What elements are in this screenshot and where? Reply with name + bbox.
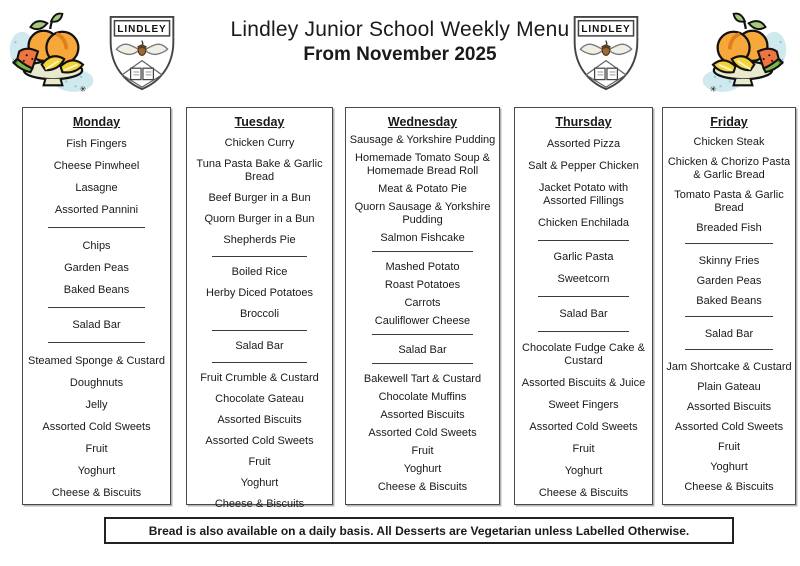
divider-line	[372, 251, 473, 255]
menu-item: Fruit Crumble & Custard	[200, 372, 319, 384]
menu-item: Cauliflower Cheese	[374, 315, 471, 327]
menu-item: Chicken Curry	[224, 137, 295, 149]
divider-line	[538, 331, 628, 332]
menu-item: Assorted Cold Sweets	[205, 435, 314, 447]
menu-item: Assorted Cold Sweets	[529, 420, 638, 433]
day-header: Friday	[710, 115, 748, 129]
menu-item: Yoghurt	[710, 461, 748, 473]
menu-item: Assorted Cold Sweets	[368, 427, 477, 439]
menu-item: Garden Peas	[64, 261, 129, 274]
menu-item: Cheese & Biscuits	[214, 498, 305, 510]
menu-item: Assorted Biscuits & Juice	[521, 376, 646, 389]
menu-item: Assorted Cold Sweets	[42, 421, 151, 434]
menu-item: Herby Diced Potatoes	[206, 287, 313, 299]
menu-item: Sweet Fingers	[548, 398, 619, 411]
day-header: Thursday	[555, 115, 612, 129]
menu-item: Assorted Pannini	[54, 204, 139, 216]
divider-line	[212, 256, 308, 257]
menu-item: Baked Beans	[63, 283, 130, 296]
menu-item: Jacket Potato with Assorted Fillings	[538, 182, 629, 207]
day-column-friday	[662, 107, 796, 505]
menu-item: Tuna Pasta Bake & Garlic Bread	[196, 158, 323, 183]
menu-item: Sweetcorn	[557, 273, 610, 286]
menu-item: Sausage & Yorkshire Pudding	[349, 134, 496, 146]
menu-item: Chocolate Muffins	[378, 391, 467, 403]
day-column-thursday	[514, 107, 653, 505]
menu-item: Tomato Pasta & Garlic Bread	[674, 189, 784, 214]
menu-item: Lasagne	[75, 182, 118, 194]
divider-line	[538, 296, 628, 297]
svg-text:✳: ✳	[777, 56, 785, 67]
menu-item: Fruit	[411, 445, 434, 457]
menu-item: Assorted Pizza	[546, 138, 621, 150]
menu-item: Assorted Biscuits	[217, 414, 302, 426]
crest-label: LINDLEY	[581, 24, 631, 36]
svg-text:✳: ✳	[11, 56, 19, 67]
menu-item: Salad Bar	[704, 328, 754, 340]
menu-item: Jelly	[85, 399, 108, 412]
menu-item: Assorted Biscuits	[686, 401, 772, 413]
menu-item: Chicken Steak	[693, 136, 765, 148]
day-column-monday	[22, 107, 171, 505]
menu-item: Cheese & Biscuits	[377, 481, 468, 493]
menu-item: Roast Potatoes	[384, 279, 461, 291]
menu-item: Plain Gateau	[697, 381, 761, 393]
menu-item: Cheese & Biscuits	[684, 481, 774, 493]
divider-line	[685, 349, 772, 353]
menu-item: Yoghurt	[77, 465, 116, 478]
day-column-wednesday	[345, 107, 500, 505]
divider-line	[212, 330, 308, 331]
divider-line	[48, 307, 145, 310]
menu-item: Shepherds Pie	[223, 234, 296, 246]
menu-item: Homemade Tomato Soup & Homemade Bread Roll	[355, 152, 490, 177]
menu-item: Yoghurt	[403, 463, 442, 475]
svg-text:✳: ✳	[709, 83, 717, 94]
menu-item: Carrots	[404, 297, 441, 309]
day-column-tuesday	[186, 107, 333, 510]
menu-item: Fruit	[85, 443, 108, 456]
menu-item: Garlic Pasta	[553, 251, 614, 264]
day-header: Tuesday	[234, 115, 285, 129]
crest-label: LINDLEY	[117, 24, 167, 36]
menu-item: Baked Beans	[696, 295, 762, 307]
divider-line	[685, 316, 772, 320]
menu-item: Assorted Cold Sweets	[674, 421, 784, 433]
menu-item: Assorted Biscuits	[380, 409, 465, 421]
divider-line	[372, 334, 473, 338]
divider-line	[372, 363, 473, 367]
menu-item: Skinny Fries	[698, 255, 760, 267]
menu-item: Chocolate Gateau	[215, 393, 304, 405]
menu-item: Yoghurt	[240, 477, 279, 489]
page-title: Lindley Junior School Weekly Menu	[230, 18, 570, 41]
menu-item: Doughnuts	[69, 377, 124, 390]
menu-item: Boiled Rice	[231, 266, 288, 278]
menu-item: Salad Bar	[559, 307, 608, 320]
menu-item: Garden Peas	[696, 275, 762, 287]
menu-item: Chicken & Chorizo Pasta & Garlic Bread	[667, 156, 791, 181]
divider-line	[212, 362, 308, 363]
menu-item: Bakewell Tart & Custard	[363, 373, 482, 385]
menu-item: Chips	[82, 239, 111, 252]
menu-item: Steamed Sponge & Custard	[28, 355, 165, 368]
menu-item: Cheese & Biscuits	[538, 486, 629, 499]
menu-item: Fruit	[248, 456, 271, 468]
divider-line	[538, 240, 628, 241]
day-header: Wednesday	[387, 115, 458, 129]
menu-item: Jam Shortcake & Custard	[666, 361, 792, 373]
menu-item: Salad Bar	[72, 319, 121, 332]
menu-item: Salt & Pepper Chicken	[528, 160, 639, 172]
divider-line	[685, 243, 772, 247]
menu-item: Broccoli	[239, 308, 280, 320]
menu-item: Cheese Pinwheel	[53, 160, 140, 172]
menu-item: Quorn Burger in a Bun	[204, 213, 315, 225]
menu-item: Meat & Potato Pie	[378, 183, 467, 195]
footer-note	[104, 517, 734, 544]
menu-item: Mashed Potato	[385, 261, 460, 273]
menu-item: Quorn Sausage & Yorkshire Pudding	[354, 201, 491, 226]
footer-note-text: Bread is also available on a daily basis. All Desserts are Vegetarian unless Labelled Otherwise.	[148, 523, 690, 538]
menu-item: Salmon Fishcake	[380, 232, 465, 244]
menu-item: Chicken Enchilada	[537, 217, 630, 229]
menu-item: Beef Burger in a Bun	[208, 192, 311, 204]
menu-item: Fruit	[718, 441, 740, 453]
page-subtitle: From November 2025	[303, 44, 497, 65]
menu-item: Chocolate Fudge Cake & Custard	[522, 341, 645, 367]
menu-item: Salad Bar	[235, 340, 284, 352]
menu-item: Salad Bar	[398, 344, 447, 356]
divider-line	[48, 227, 145, 230]
menu-item: Fruit	[572, 442, 595, 455]
menu-item: Yoghurt	[564, 464, 603, 477]
menu-item: Fish Fingers	[66, 138, 127, 150]
day-header: Monday	[72, 115, 121, 129]
menu-item: Cheese & Biscuits	[51, 487, 142, 500]
divider-line	[48, 342, 145, 345]
menu-item: Breaded Fish	[696, 222, 762, 234]
svg-text:✳: ✳	[79, 83, 87, 94]
